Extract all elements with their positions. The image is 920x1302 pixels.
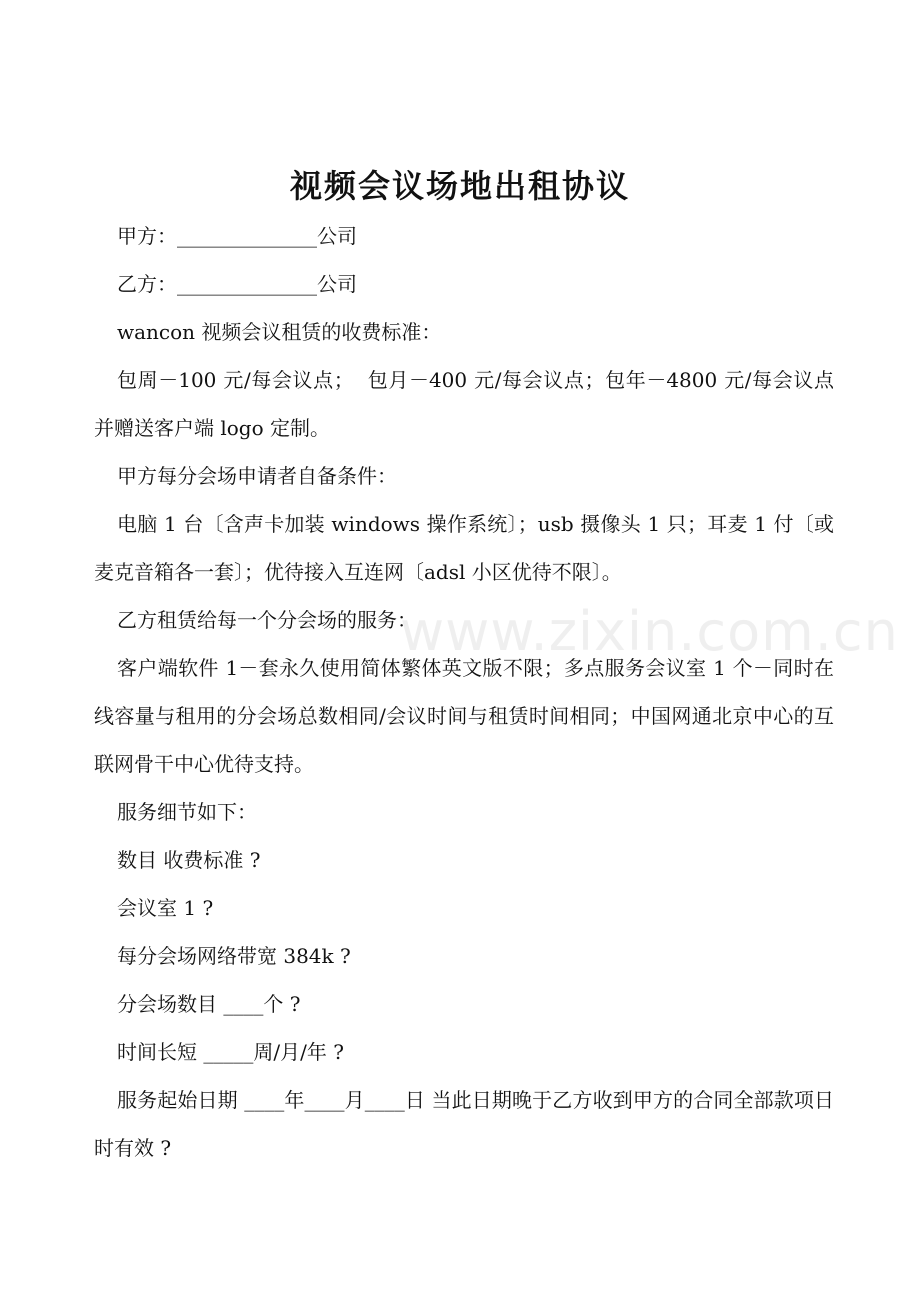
service-details-heading: 服务细节如下：: [117, 800, 257, 824]
services-text: 客户端软件 1－套永久使用简体繁体英文版不限；多点服务会议室 1 个－同时在线容量与租用的分会场总数相同/会议时间与租赁时间相同；中国网通北京中心的互联网骨干中心优待支持。: [94, 656, 834, 776]
fee-standard-heading: wancon 视频会议租赁的收费标准：: [117, 320, 442, 344]
detail-item: 时间长短 _____周/月/年 ?: [117, 1040, 344, 1064]
detail-item: 会议室 1 ?: [117, 896, 214, 920]
party-b-line: 乙方：______________公司: [117, 272, 357, 296]
detail-item: 每分会场网络带宽 384k ?: [117, 944, 351, 968]
requirements-text: 电脑 1 台〔含声卡加装 windows 操作系统〕；usb 摄像头 1 只；耳麦 1 付〔或麦克音箱各一套〕；优待接入互连网〔adsl 小区优待不限〕。: [94, 512, 834, 584]
services-heading: 乙方租赁给每一个分会场的服务：: [117, 608, 417, 632]
fee-standard-text: 包周－100 元/每会议点； 包月－400 元/每会议点；包年－4800 元/每会议点并赠送客户端 logo 定制。: [94, 368, 834, 440]
document-body: [94, 212, 834, 1172]
detail-item: 分会场数目 ____个 ?: [117, 992, 301, 1016]
party-a-line: 甲方：______________公司: [117, 224, 357, 248]
detail-item: 数目 收费标准 ?: [117, 848, 261, 872]
document-title: 视频会议场地出租协议: [289, 167, 630, 205]
requirements-heading: 甲方每分会场申请者自备条件：: [117, 464, 397, 488]
watermark: www.zixin.com.cn: [400, 600, 899, 663]
detail-item: 服务起始日期 ____年____月____日 当此日期晚于乙方收到甲方的合同全部款项日时有效 ?: [94, 1088, 834, 1160]
